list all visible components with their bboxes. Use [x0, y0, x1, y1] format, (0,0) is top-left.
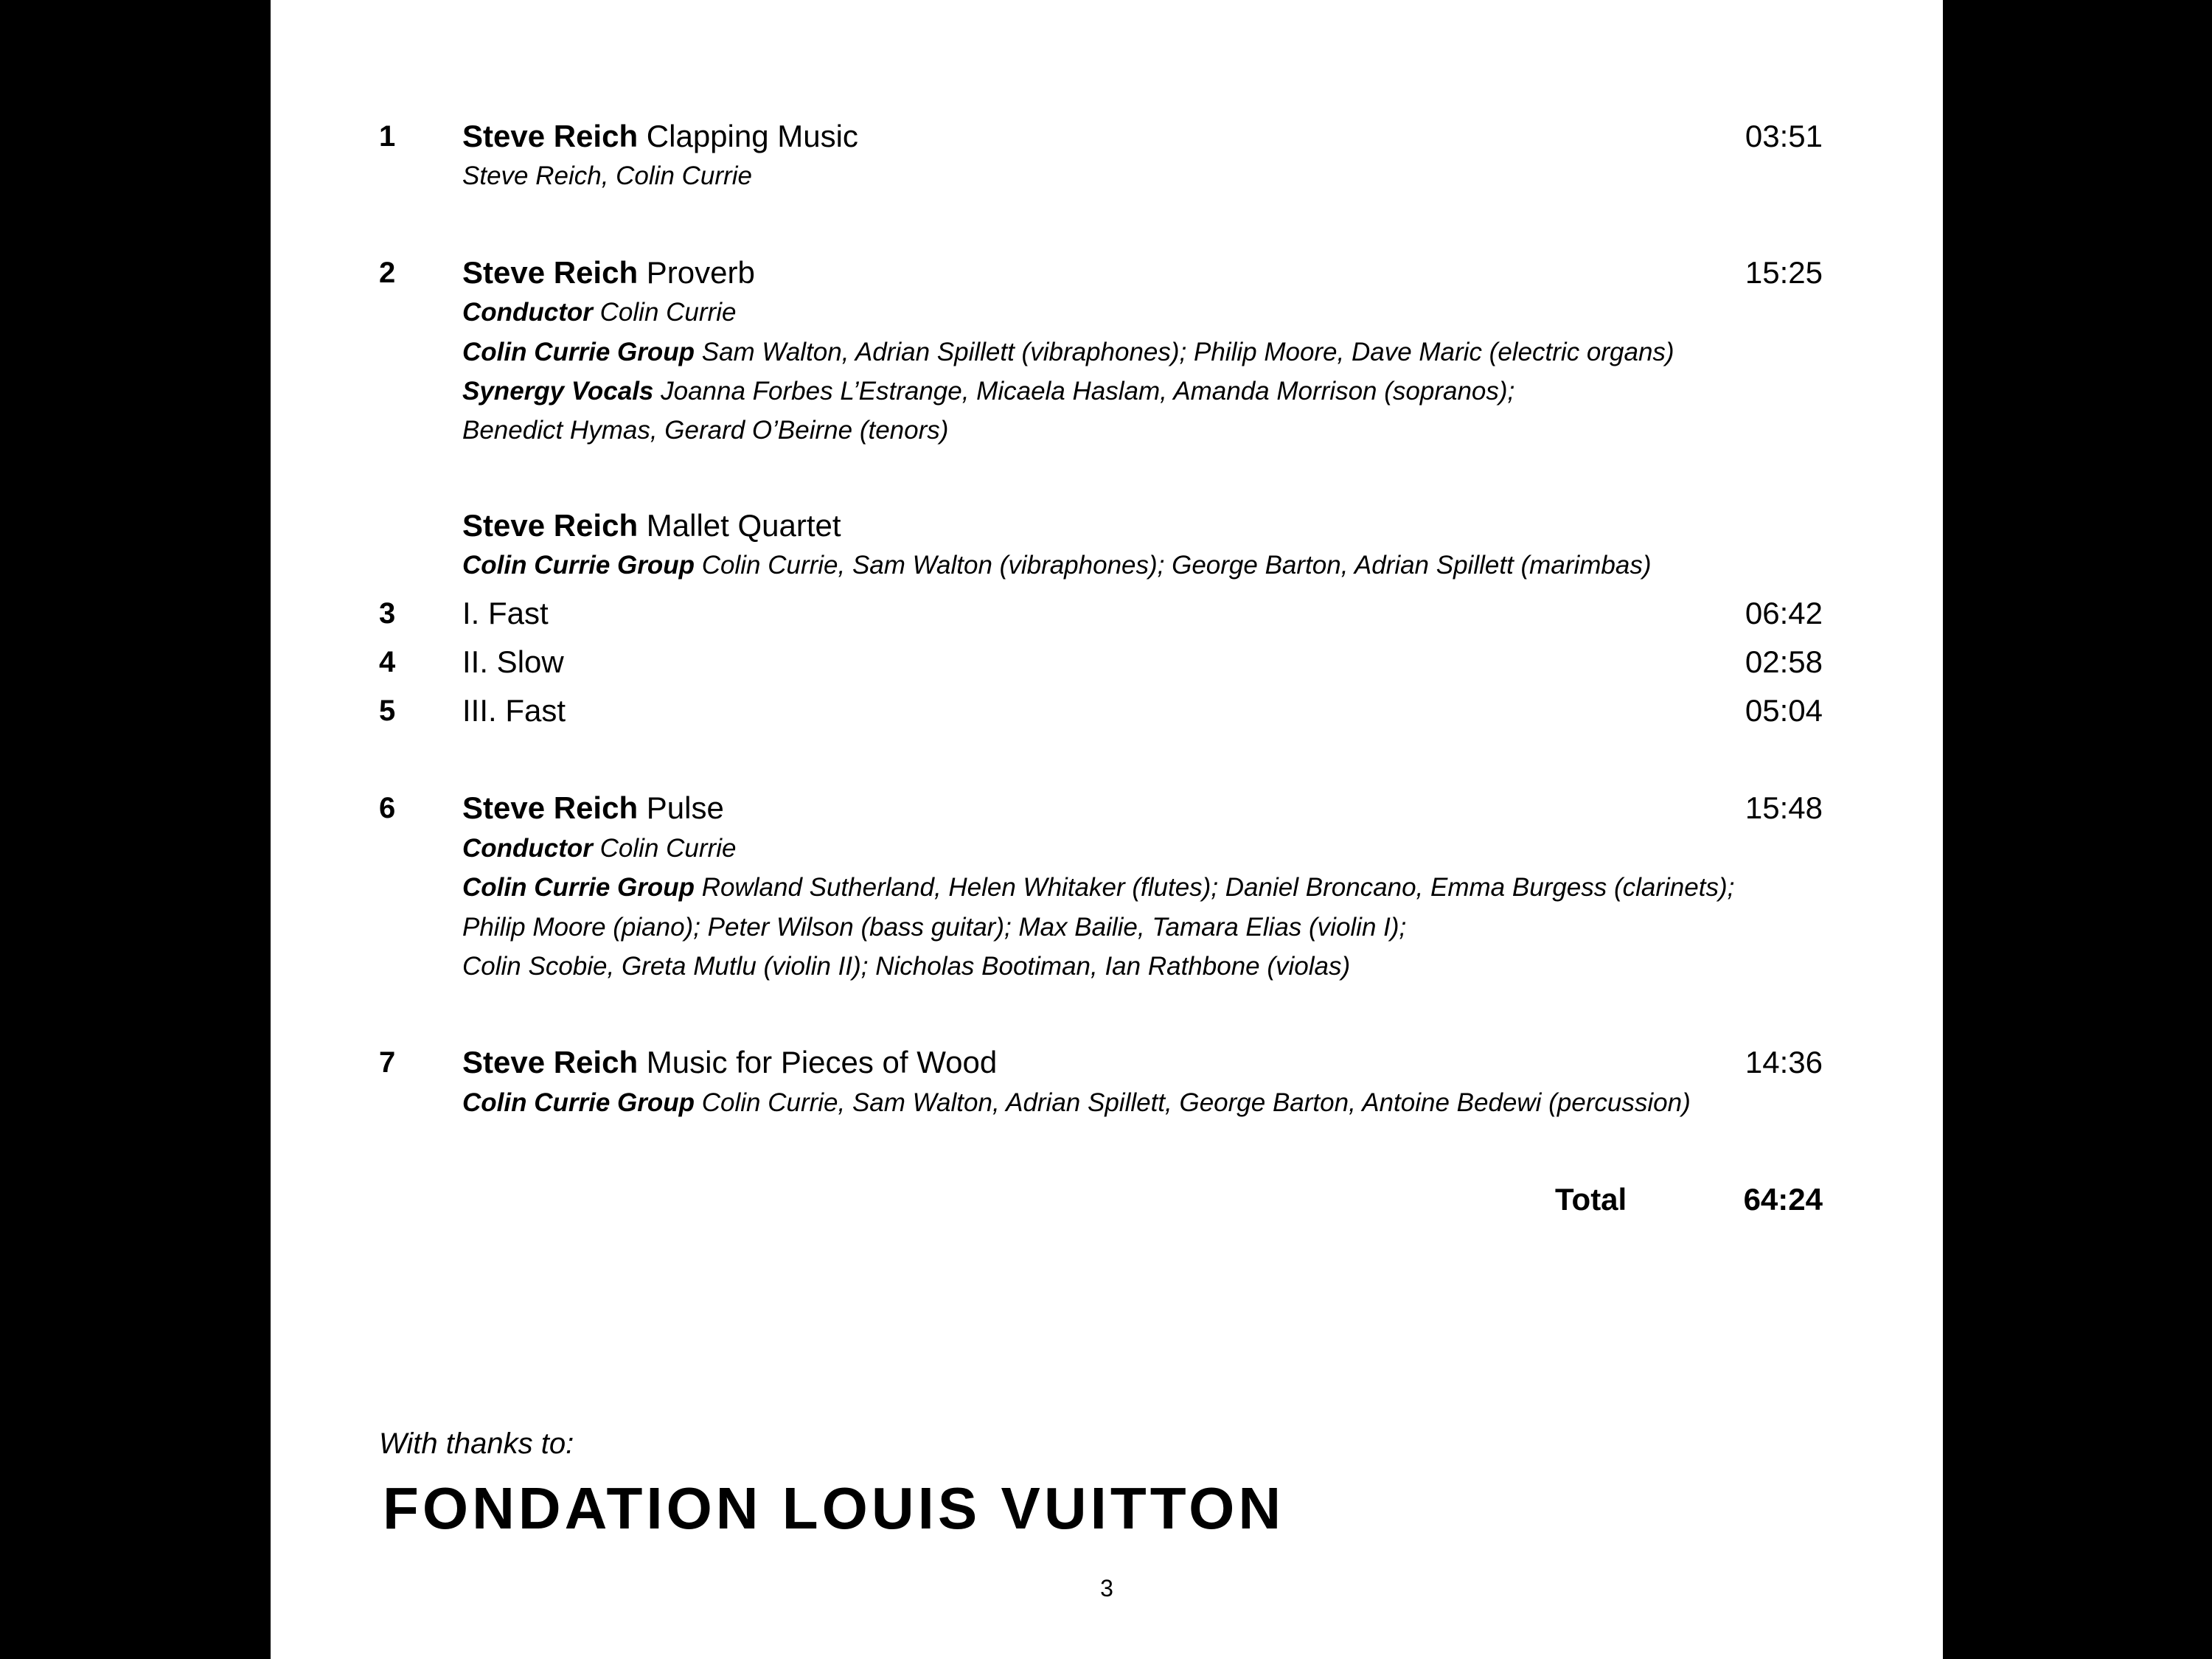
track-number: 3	[379, 597, 396, 630]
ensemble-line	[462, 868, 1734, 908]
movement-title: II. Slow	[462, 644, 564, 679]
ensemble-members: Colin Currie, Sam Walton (vibraphones); George Barton, Adrian Spillett (marimbas)	[701, 551, 1652, 580]
thanks-heading: With thanks to:	[379, 1427, 574, 1460]
track-title	[462, 114, 858, 159]
movement-title: I. Fast	[462, 596, 549, 630]
work-title: Pulse	[646, 790, 724, 825]
ensemble-label: Colin Currie Group	[462, 873, 695, 902]
total-duration: 64:24	[1743, 1182, 1823, 1217]
track-row-1	[271, 114, 1943, 159]
track-duration: 05:04	[1745, 693, 1823, 728]
page-number: 3	[1100, 1575, 1113, 1601]
track-duration: 15:25	[1745, 255, 1823, 290]
track-number: 2	[379, 257, 396, 289]
track-title	[462, 786, 724, 830]
work-title: Music for Pieces of Wood	[646, 1045, 998, 1079]
track-duration: 06:42	[1745, 596, 1823, 630]
work-title: Clapping Music	[646, 119, 858, 153]
ensemble-members: Colin Currie, Sam Walton, Adrian Spillett, George Barton, Antoine Bedewi (percussion)	[701, 1088, 1691, 1117]
track-row-2	[271, 251, 1943, 295]
total-label: Total	[1555, 1182, 1627, 1217]
work-title: Proverb	[646, 255, 755, 290]
ensemble-line	[462, 333, 1674, 372]
ensemble-line-continued: Colin Scobie, Greta Mutlu (violin II); Nicholas Bootiman, Ian Rathbone (violas)	[462, 952, 1351, 981]
composer-name: Steve Reich	[462, 790, 639, 825]
composer-name: Steve Reich	[462, 508, 639, 543]
track-number: 5	[379, 695, 396, 727]
vocals-line-continued: Benedict Hymas, Gerard O’Beirne (tenors)	[462, 416, 949, 445]
track-row-7	[271, 1040, 1943, 1085]
track-title	[462, 251, 755, 295]
track-title	[462, 1040, 997, 1085]
ensemble-line	[462, 546, 1651, 585]
movement-title: III. Fast	[462, 693, 566, 728]
vocals-label: Synergy Vocals	[462, 377, 654, 406]
vocals-line	[462, 372, 1514, 411]
sponsor-logo: FONDATION LOUIS VUITTON	[383, 1475, 1285, 1541]
booklet-page	[271, 0, 1943, 1659]
track-row-4	[271, 640, 1943, 684]
conductor-name: Colin Currie	[599, 298, 737, 327]
ensemble-label: Colin Currie Group	[462, 1088, 695, 1117]
track-number: 7	[379, 1046, 396, 1079]
track-duration: 15:48	[1745, 790, 1823, 825]
conductor-line	[462, 829, 736, 869]
track-row-6	[271, 786, 1943, 830]
conductor-line	[462, 293, 736, 333]
vocals-members: Joanna Forbes L’Estrange, Micaela Haslam, Amanda Morrison (sopranos);	[661, 377, 1515, 406]
composer-name: Steve Reich	[462, 119, 639, 153]
work-title: Mallet Quartet	[646, 508, 841, 543]
ensemble-label: Colin Currie Group	[462, 551, 695, 580]
composer-name: Steve Reich	[462, 255, 639, 290]
conductor-label: Conductor	[462, 834, 593, 863]
ensemble-members: Rowland Sutherland, Helen Whitaker (flutes); Daniel Broncano, Emma Burgess (clarinets);	[701, 873, 1735, 902]
ensemble-members: Sam Walton, Adrian Spillett (vibraphones); Philip Moore, Dave Maric (electric organs)	[701, 338, 1674, 366]
track-performers: Steve Reich, Colin Currie	[462, 161, 752, 190]
track-duration: 03:51	[1745, 119, 1823, 153]
track-number: 1	[379, 120, 396, 153]
ensemble-line-continued: Philip Moore (piano); Peter Wilson (bass guitar); Max Bailie, Tamara Elias (violin I);	[462, 913, 1407, 942]
conductor-label: Conductor	[462, 298, 593, 327]
work-heading-mallet-quartet	[271, 504, 1943, 548]
track-row-5	[271, 689, 1943, 733]
track-number: 6	[379, 792, 396, 824]
ensemble-line	[462, 1083, 1691, 1123]
track-title	[462, 504, 841, 548]
track-number: 4	[379, 646, 396, 678]
track-duration: 14:36	[1745, 1045, 1823, 1079]
track-row-3	[271, 591, 1943, 636]
composer-name: Steve Reich	[462, 1045, 639, 1079]
track-duration: 02:58	[1745, 644, 1823, 679]
ensemble-label: Colin Currie Group	[462, 338, 695, 366]
conductor-name: Colin Currie	[599, 834, 737, 863]
